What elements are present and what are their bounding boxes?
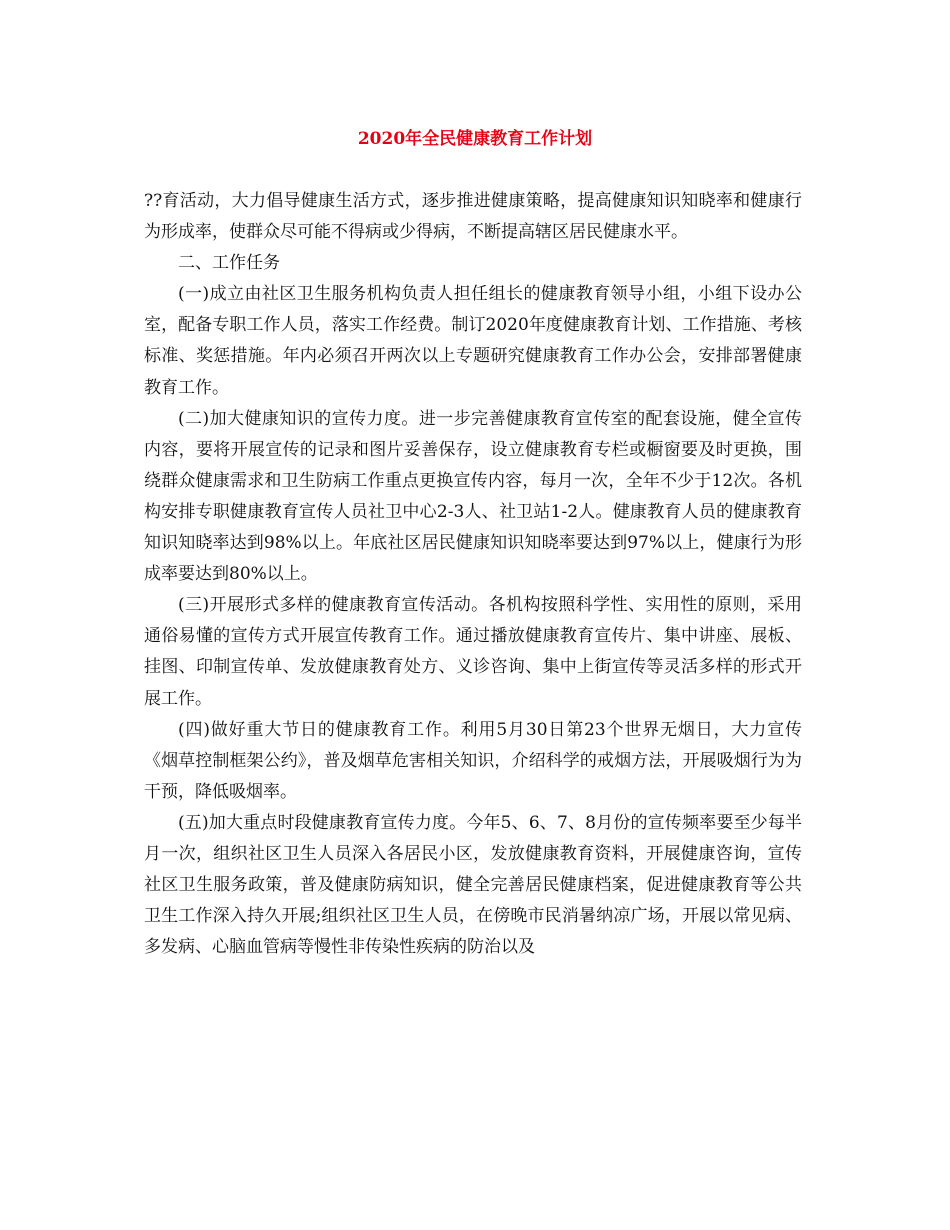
document-title: 2020年全民健康教育工作计划 xyxy=(357,129,593,149)
paragraph-task-4: (四)做好重大节日的健康教育工作。利用5月30日第23个世界无烟日，大力宣传《烟草控制框架公约》，普及烟草危害相关知识，介绍科学的戒烟方法，开展吸烟行为为干预，降低吸烟率。 xyxy=(144,719,802,802)
paragraph-task-3: (三)开展形式多样的健康教育宣传活动。各机构按照科学性、实用性的原则，采用通俗易懂的宣传方式开展宣传教育工作。通过播放健康教育宣传片、集中讲座、展板、挂图、印制宣传单、发放健康教育处方、义诊咨询、集中上街宣传等灵活多样的形式开展工作。 xyxy=(144,595,802,709)
document-body xyxy=(144,186,802,963)
section-heading-work-tasks: 二、工作任务 xyxy=(178,253,280,274)
paragraph-intro: ??育活动，大力倡导健康生活方式，逐步推进健康策略，提高健康知识知晓率和健康行为形成率，使群众尽可能不得病或少得病，不断提高辖区居民健康水平。 xyxy=(144,191,802,243)
paragraph-task-2: (二)加大健康知识的宣传力度。进一步完善健康教育宣传室的配套设施，健全宣传内容，要将开展宣传的记录和图片妥善保存，设立健康教育专栏或橱窗要及时更换，围绕群众健康需求和卫生防病工作重点更换宣传内容，每月一次，全年不少于12次。各机构安排专职健康教育宣传人员社卫中心2-3人、社卫站1-2人。健康教育人员的健康教育知识知晓率达到98%以上。年底社区居民健康知识知晓率要达到97%以上，健康行为形成率要达到80%以上。 xyxy=(144,408,802,585)
paragraph-task-1: (一)成立由社区卫生服务机构负责人担任组长的健康教育领导小组，小组下设办公室，配备专职工作人员，落实工作经费。制订2020年度健康教育计划、工作措施、考核标准、奖惩措施。年内必须召开两次以上专题研究健康教育工作办公会，安排部署健康教育工作。 xyxy=(144,284,802,398)
paragraph-task-5: (五)加大重点时段健康教育宣传力度。今年5、6、7、8月份的宣传频率要至少每半月一次，组织社区卫生人员深入各居民小区，发放健康教育资料，开展健康咨询，宣传社区卫生服务政策，普及健康防病知识，健全完善居民健康档案，促进健康教育等公共卫生工作深入持久开展;组织社区卫生人员，在傍晚市民消暑纳凉广场，开展以常见病、多发病、心脑血管病等慢性非传染性疾病的防治以及 xyxy=(144,812,802,958)
